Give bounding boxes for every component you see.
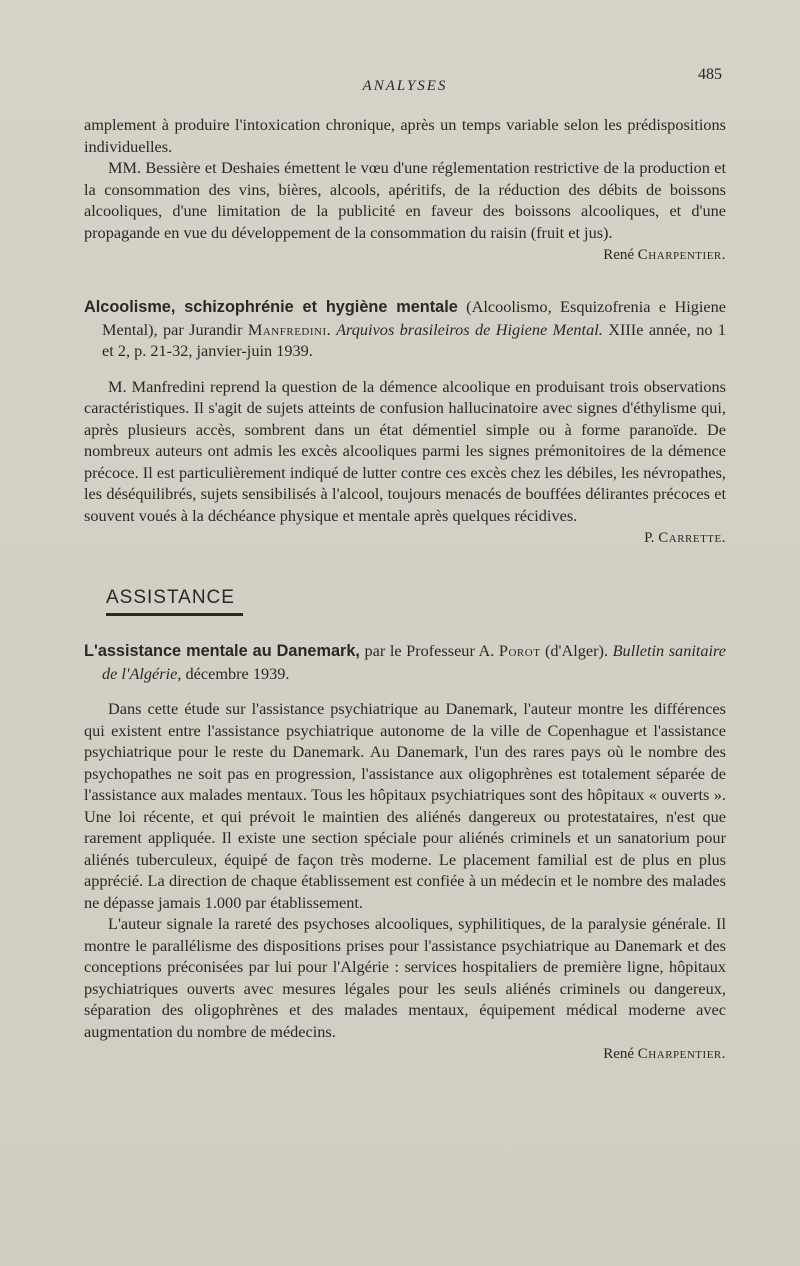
article-title: L'assistance mentale au Danemark, [84, 642, 360, 660]
paragraph: amplement à produire l'intoxication chronique, après un temps variable selon les prédispositions individuelles. [84, 115, 726, 156]
paragraph: MM. Bessière et Deshaies émettent le vœu d'une réglementation restrictive de la production et la consommation des vins, bières, alcools, apéritifs, de la réduction des débits de boissons alcooliques, d'une limitation de la publicité en faveur des boissons alcooliques, et d'une propagande en vue du développement de la consommation du raisin (fruit et jus). [84, 158, 726, 242]
continuation-block [84, 114, 726, 266]
paragraph: M. Manfredini reprend la question de la démence alcoolique en produisant trois observations caractéristiques. Il s'agit de sujets atteints de confusion hallucinatoire avec signes d'éthylisme qui, après plusieurs accès, sombrent dans un état démentiel simple ou à forme paranoïde. De nombreux auteurs ont admis les excès alcooliques parmi les signes prémonitoires de la démence précoce. Il est particulièrement indiqué de lutter contre ces excès chez les débiles, les névropathes, les déséquilibrés, sujets sensibilisés à l'alcool, toujours menacés de bouffées délirantes précoces et souvent voués à la déchéance physique et mentale après quelques récidives. [84, 376, 726, 525]
article-title: Alcoolisme, schizophrénie et hygiène mentale [84, 298, 458, 316]
page-number: 485 [698, 66, 722, 83]
section-underline [106, 613, 243, 616]
running-head [84, 64, 726, 104]
article-porot [84, 640, 726, 1065]
signature: René Charpentier. [603, 1046, 726, 1062]
article-author: Manfredini [247, 319, 327, 339]
article-journal: Bulletin sanitaire de l'Algérie, [102, 641, 727, 683]
article-heading: Alcoolisme, schizophrénie et hygiène mentale (Alcoolismo, Esquizofrenia e Higiene Mental), par Jurandir Manfredini. Arquivos brasileiros de Higiene Mental. XIIIe année, no 1 et 2, p. 21-32, janvier-juin 1939. [84, 297, 727, 360]
article-manfredini [84, 296, 726, 549]
section-heading: ASSISTANCE [106, 587, 243, 616]
paragraph: L'auteur signale la rareté des psychoses alcooliques, syphilitiques, de la paralysie générale. Il montre le parallélisme des dispositions prises pour l'assistance psychiatrique au Danemark et des conceptions préconisées par lui pour l'Algérie : services hospitaliers de première ligne, hôpitaux psychiatriques ouverts avec mesures légales pour les seuls aliénés criminels ou dangereux, séparation des oligophrènes et des malades mentaux, équipement médical moderne avec augmentation du nombre de médecins. [84, 914, 726, 1041]
article-heading: L'assistance mentale au Danemark, par le Professeur A. Porot (d'Alger). Bulletin sanitaire de l'Algérie, décembre 1939. [84, 641, 727, 683]
article-author: Porot [498, 641, 541, 660]
signature: P. Carrette. [644, 530, 726, 546]
signature: René Charpentier. [603, 247, 726, 263]
article-journal: Arquivos brasileiros de Higiene Mental. [336, 319, 603, 339]
paragraph: Dans cette étude sur l'assistance psychiatrique au Danemark, l'auteur montre les différences qui existent entre l'assistance psychiatrique autonome de la ville de Copenhague et l'assistance psychiatrique pour le reste du Danemark. Au Danemark, l'un des rares pays où le nombre des psychopathes ne soit pas en progression, l'assistance aux oligophrènes est totalement séparée de l'assistance aux malades mentaux. Tous les hôpitaux psychiatriques sont des hôpitaux « ouverts ». Une loi récente, et qui prévoit le maintien des aliénés dangereux ou protestataires, n'est que rarement appliquée. Il existe une section spéciale pour aliénés criminels et un sanatorium pour aliénés tuberculeux, équipé de façon très moderne. Le placement familial est de plus en plus apprécié. La direction de chaque établissement est confiée à un médecin et le nombre des malades ne dépasse jamais 1.000 par établissement. [84, 699, 726, 912]
running-title: ANALYSES [362, 78, 448, 94]
